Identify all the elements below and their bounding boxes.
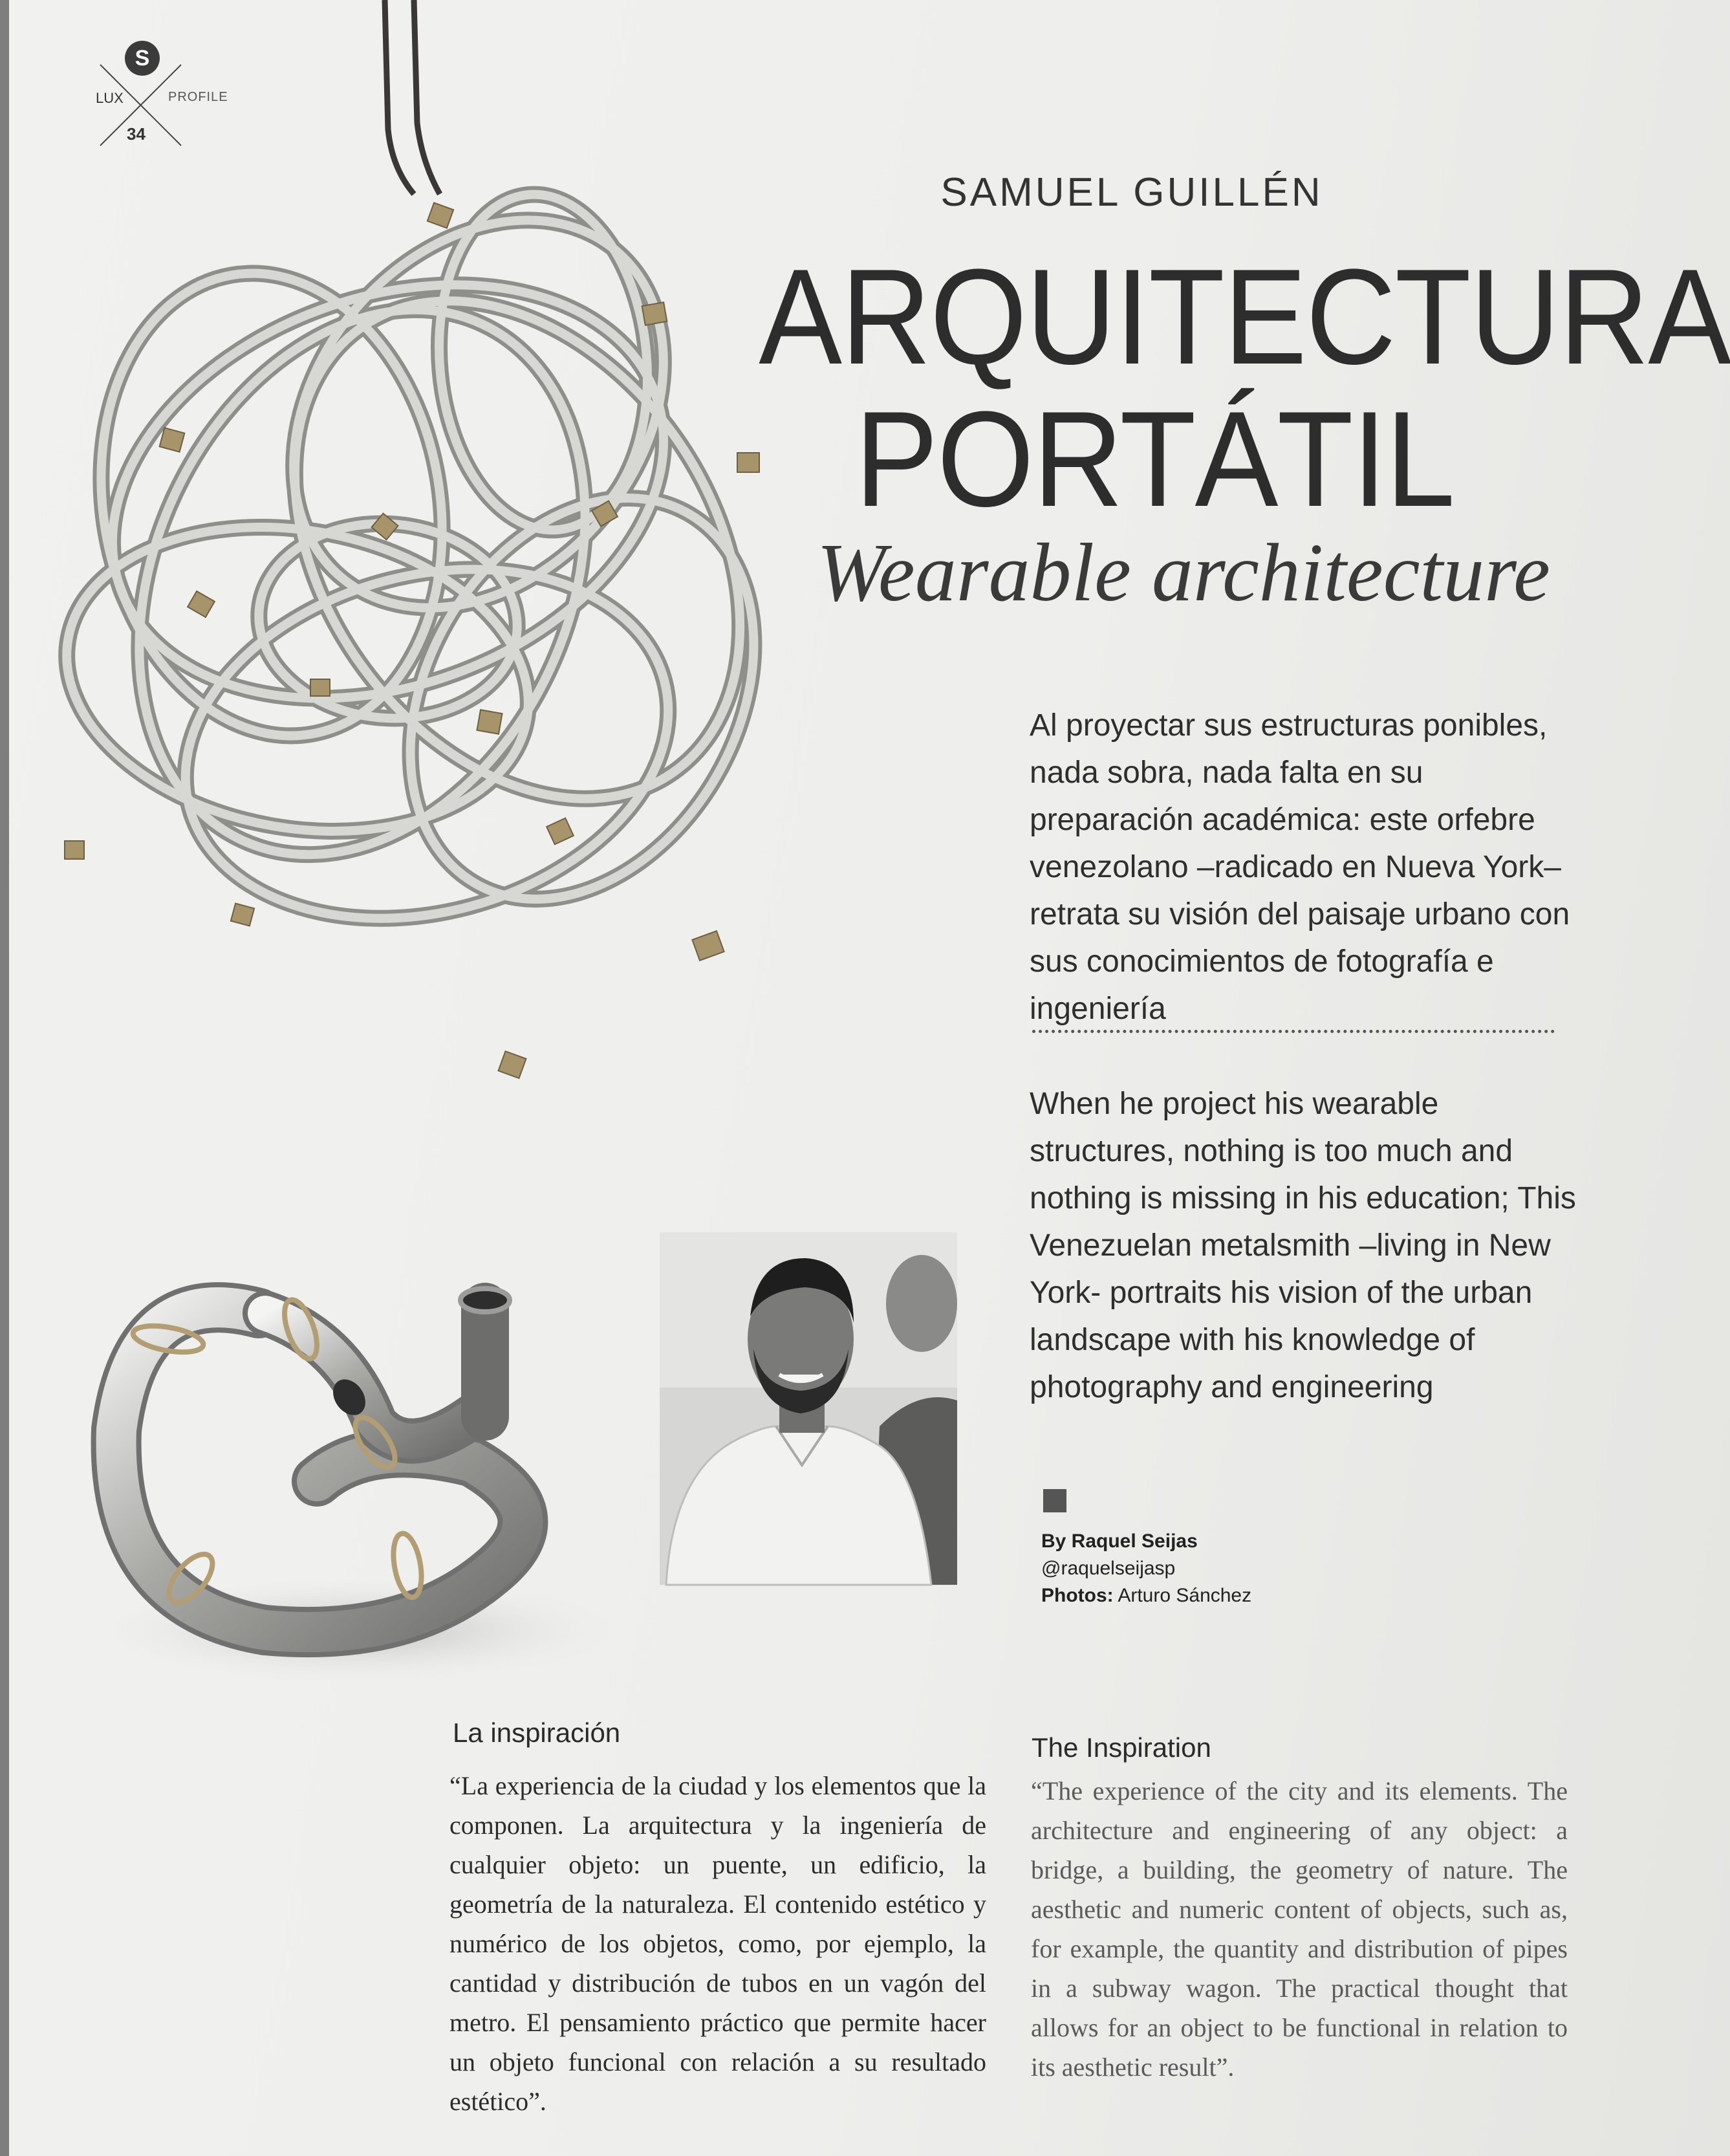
badge-letter: S [125,41,160,76]
ring-sculpture-image [71,1268,640,1695]
credit-marker-square [1043,1489,1066,1512]
page-number: 34 [127,124,146,144]
ring-tube-opening [460,1289,510,1312]
headline [724,241,1730,535]
inspiration-heading-spanish: La inspiración [453,1717,621,1748]
photos-label: Photos: [1041,1585,1114,1606]
author-name: SAMUEL GUILLÉN [940,170,1323,215]
author-portrait-photo [660,1232,957,1585]
credits-block [1041,1528,1251,1609]
photographer-name: Arturo Sánchez [1118,1585,1252,1606]
pendant-cord [385,0,440,194]
portrait-figure [660,1232,957,1585]
intro-english: When he project his wearable structures, nothing is too much and nothing is missing in his education; This Venezuelan metalsmith –living in New York- portraits his vision of the urban landscape with his knowledge of photography and engineering [1030,1087,1576,1404]
page-edge-bar [0,0,9,2156]
inspiration-quote-spanish: “La experiencia de la ciudad y los elementos que la componen. La arquitectura y la ingeniería de cualquier objeto: un puente, un edificio, la geometría de la naturaleza. El contenido estético y numérico de los objetos, como, por ejemplo, la cantidad y distribución de tubos en un vagón del metro. El pensamiento práctico que permite hacer un objeto funcional con relación a su resultado estético”. [449,1771,986,2116]
intro-spanish: Al proyectar sus estructuras ponibles, nada sobra, nada falta en su preparación académica: este orfebre venezolano –radicado en Nueva York– retrata su visión del paisaje urbano con sus conocimientos de fotografía e ingeniería [1030,708,1570,1026]
pendant-sculpture-image [26,0,815,1113]
headline-line-1: ARQUITECTURA [759,241,1730,393]
author-handle: @raquelseijasp [1041,1558,1176,1579]
inspiration-quote-english: “The experience of the city and its elements. The architecture and engineering of any object: a bridge, a building, the geometry of nature. The aesthetic and numeric content of objects, such as, for example, the quantity and distribution of pipes in a subway wagon. The practical thought that allows for an object to be functional in relation to its aesthetic result”. [1031,1776,1568,2082]
inspiration-heading-english: The Inspiration [1032,1732,1211,1763]
byline: By Raquel Seijas [1041,1530,1198,1552]
headline-line-2: PORTÁTIL [854,383,1454,535]
subtitle: Wearable architecture [817,527,1550,618]
badge-section-left: LUX [96,90,124,106]
dotted-divider [1032,1030,1555,1033]
pendant-wire-loops [43,147,832,970]
badge-section-right: PROFILE [168,90,228,104]
